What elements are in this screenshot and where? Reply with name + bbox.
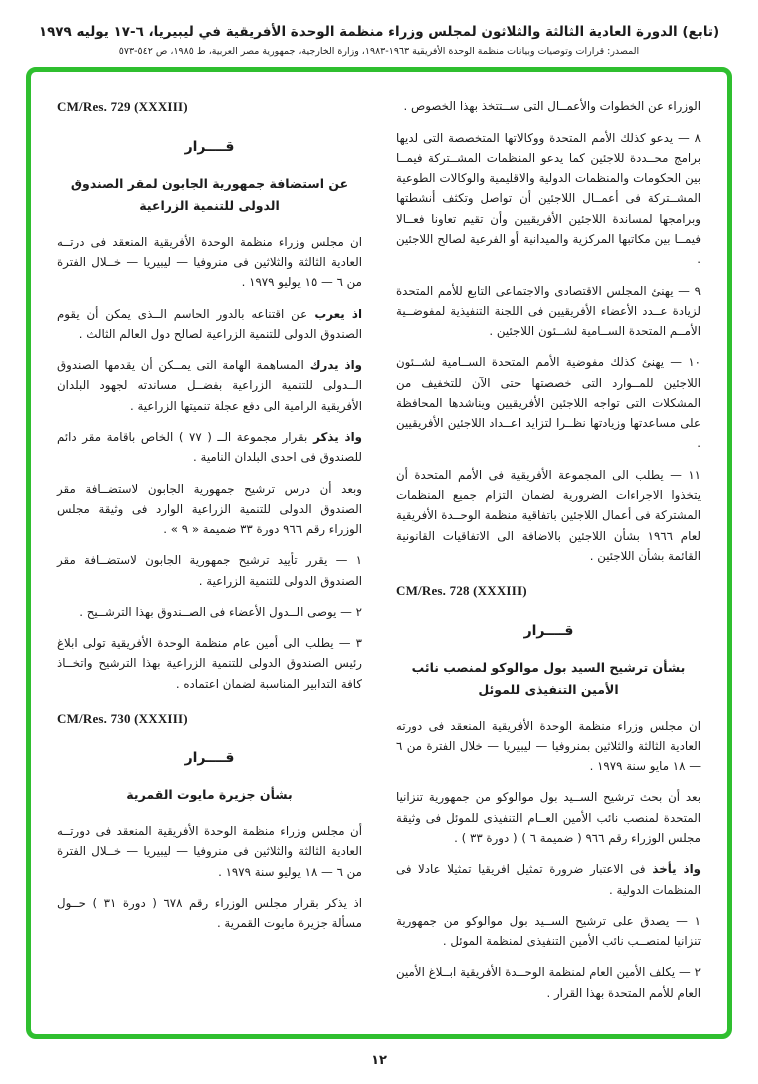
body-paragraph: ٢ — يوصى الــدول الأعضاء فى الصــندوق بهذا الترشــيح . (79, 604, 362, 619)
body-paragraph: ٨ — يدعو كذلك الأمم المتحدة ووكالاتها المتخصصة التى لديها برامج محــددة للاجئين كما يدعو المنظمات المشــتركة فيمــا بين الحكومات والمنظمات الدولية والاقليمية والوكالات الطوعية المشــتركة فى أعمــال اللاجئين أن تواصل وتكثف أنشطتها وبرامجها لمساندة اللاجئين الأفريقيين وأن تقيم تعاونا فعــالا فيمــا بين مكاتبها المركزية والميدانية أو الفرعية لصالح اللاجئين . (396, 130, 701, 267)
resolution-ref: CM/Res. 728 (XXXIII) (396, 583, 527, 599)
resolution-ref: CM/Res. 729 (XXXIII) (57, 99, 188, 115)
body-paragraph: اذ يعرب عن اقتناعه بالدور الحاسم الــذى يمكن أن يقوم الصندوق الدولى للتنمية الزراعية لصالح دول العالم الثالث . (57, 306, 363, 341)
body-paragraph: واذ يأخذ فى الاعتبار ضرورة تمثيل افريقيا تمثيلا عادلا فى المنظمات الدولية . (396, 862, 701, 897)
body-paragraph: واذ يذكر بقرار مجموعة الــ ( ٧٧ ) الخاص باقامة مقر دائم للصندوق فى احدى البلدان النامية . (57, 429, 362, 465)
resolution-ref: CM/Res. 730 (XXXIII) (57, 711, 188, 727)
body-paragraph: بعد أن بحث ترشيح الســيد بول موالوكو من جمهورية تنزانيا المتحدة لمنصب نائب الأمين العــام التنفيذى للموئل فى وثيقة مجلس الوزراء رقم ٩٦٦ ( ضميمة ٦ ) ( دورة ٣٣ ) . (396, 790, 701, 845)
page-header (24, 22, 734, 57)
resolution-title: قــــرار (184, 138, 235, 155)
body-paragraph: ان مجلس وزراء منظمة الوحدة الأفريقية المنعقد فى دورته العادية الثالثة والثلاثين بمنروفيا — ليبيريا — خلال الفترة من ٦ — ١٨ مايو سنة ١٩٧٩ . (396, 718, 701, 774)
page-number: ١٢ (371, 1052, 387, 1068)
resolution-title: قــــرار (184, 750, 235, 767)
header-title: (تابع) الدورة العادية الثالثة والثلاثون لمجلس وزراء منظمة الوحدة الأفريقية في ليبيريا، ٦-١٧ يوليه ١٩٧٩ (38, 24, 720, 40)
body-paragraph: ١١ — يطلب الى المجموعة الأفريقية فى الأمم المتحدة أن يتخذوا الاجراءات الضرورية لضمان التزام جميع المنظمات المشتركة فى أعمال اللاجئين باتفاقية منظمة الوحــدة الأفريقية لعام ١٩٦٦ بشأن اللاجئين بالاضافة الى الاتفاقيات القانونية القائمة بشأن اللاجئين . (396, 467, 701, 563)
header-source: المصدر: قرارات وتوصيات وبيانات منظمة الوحدة الأفريقية ١٩٦٣-١٩٨٣، وزارة الخارجية، جمهورية مصر العربية، ط ١٩٨٥، ص ٥٤٢-٥٧٣ (118, 46, 640, 58)
column-right (396, 96, 701, 1014)
resolution-subtitle: بشأن ترشيح السيد بول موالوكو لمنصب نائب الأمين التنفيذى للموئل (411, 659, 686, 698)
body-paragraph: أن مجلس وزراء منظمة الوحدة الأفريقية المنعقد فى دورتــه العادية الثالثة والثلاثين فى منروفيا — ليبيريا — خــلال الفترة من ٦ — ١٨ يوليو سنة ١٩٧٩ . (57, 823, 362, 879)
body-paragraph: واذ يدرك المساهمة الهامة التى يمــكن أن يقدمها الصندوق الــدولى للتنمية الزراعية بفضــل مساندته لجهود البلدان الأفريقية الرامية الى دفع عجلة تنميتها الزراعية . (57, 358, 362, 413)
body-paragraph: ١ — يصدق على ترشيح الســيد بول موالوكو من جمهورية تنزانيا لمنصــب نائب الأمين التنفيذى لمنظمة الموئل . (396, 913, 701, 949)
content-frame (26, 67, 732, 1039)
column-left (57, 96, 362, 1014)
body-paragraph: ٢ — يكلف الأمين العام لمنظمة الوحــدة الأفريقية ابــلاغ الأمين العام للأمم المتحدة بهذا القرار . (396, 965, 701, 1000)
paragraph-lead: اذ يعرب (307, 306, 363, 321)
body-paragraph: ٣ — يطلب الى أمين عام منظمة الوحدة الأفريقية تولى ابلاغ رئيس الصندوق الدولى للتنمية الزراعية بهذا الترشيح واتخــاذ كافة التدابير المناسبة لضمان اعتماده . (57, 636, 362, 691)
resolution-subtitle: بشأن جزيرة مايوت القمرية (126, 787, 293, 803)
resolution-title: قــــرار (523, 622, 574, 639)
body-paragraph: اذ يذكر بقرار مجلس الوزراء رقم ٦٧٨ ( دورة ٣١ ) حــول مسألة جزيرة مايوت القمرية . (57, 895, 362, 931)
resolution-subtitle: عن استضافة جمهورية الجابون لمقر الصندوق الدولى للتنمية الزراعية (70, 175, 349, 214)
body-paragraph: ٩ — يهنئ المجلس الاقتصادى والاجتماعى التابع للأمم المتحدة لزيادة عــدد الأعضاء الأفريقيين فى اللجنة التنفيذية لمفوضــية الأمــم المتحدة الســامية لشــئون اللاجئين . (396, 283, 701, 339)
body-paragraph: ١٠ — يهنئ كذلك مفوضية الأمم المتحدة الســامية لشــئون اللاجئين للمــوارد التى خصصتها حتى الآن للتخفيف من المشكلات التى تواجه اللاجئين الأفريقيين ويناشدها المحافظة على مساعدتها وزيادتها نظــرا لتزايد اعــداد اللاجئين الأفريقيين . (396, 355, 701, 451)
body-paragraph: ان مجلس وزراء منظمة الوحدة الأفريقية المنعقد فى درتــه العادية الثالثة والثلاثين فى منروفيا — ليبيريا — خــلال الفترة من ٦ — ١٥ يوليو ١٩٧٩ . (57, 234, 362, 290)
page-footer (24, 1053, 734, 1074)
body-paragraph: وبعد أن درس ترشيح جمهورية الجابون لاستضــافة مقر الصندوق الدولى للتنمية الزراعية الوارد فى وثيقة مجلس الوزراء رقم ٩٦٦ دورة ٣٣ ضميمة « ٩ » . (57, 481, 362, 537)
body-paragraph: ١ — يقرر تأييد ترشيح جمهورية الجابون لاستضــافة مقر الصندوق الدولى للتنمية الزراعية . (57, 553, 362, 588)
body-paragraph: الوزراء عن الخطوات والأعمــال التى ســتتخذ بهذا الخصوص . (403, 99, 701, 114)
paragraph-lead: واذ يذكر (307, 429, 362, 444)
paragraph-lead: واذ يأخذ (645, 862, 701, 877)
paragraph-lead: واذ يدرك (303, 358, 362, 373)
